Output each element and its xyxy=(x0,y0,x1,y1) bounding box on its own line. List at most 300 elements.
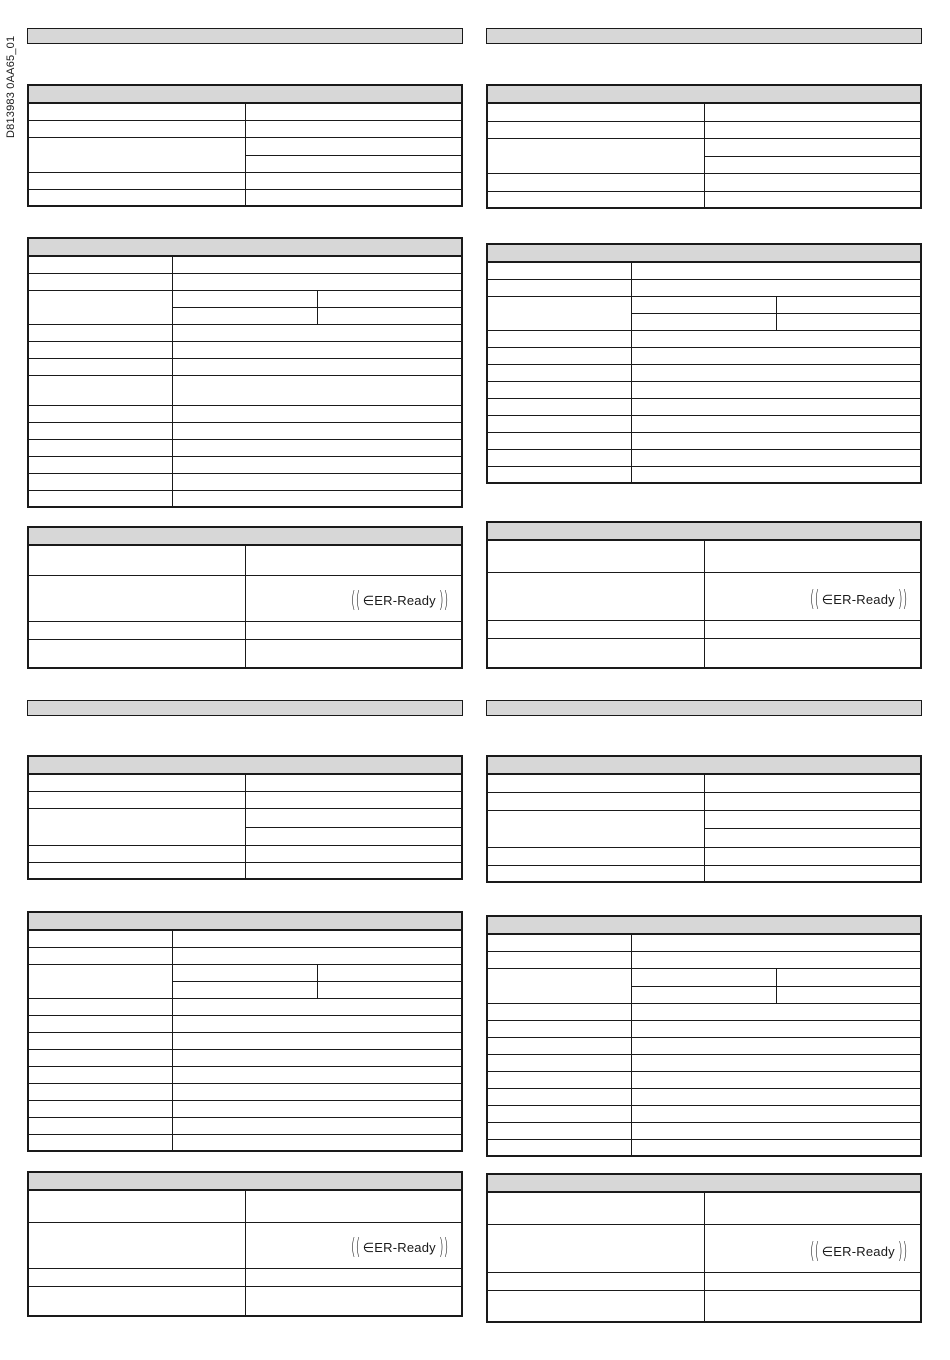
table-row xyxy=(487,774,921,792)
table-row xyxy=(28,358,462,375)
table-value-cell xyxy=(173,998,462,1015)
table-value-cell xyxy=(317,290,462,307)
table-value-cell xyxy=(632,1037,921,1054)
table-value-cell xyxy=(632,1105,921,1122)
table-row xyxy=(487,620,921,638)
table-row xyxy=(28,456,462,473)
table-row xyxy=(487,847,921,865)
table-value-cell xyxy=(632,1020,921,1037)
table-label-cell xyxy=(487,330,632,347)
table-value-cell xyxy=(632,330,921,347)
table-value-cell xyxy=(776,296,921,313)
table-value-cell xyxy=(632,381,921,398)
table-label-cell xyxy=(487,173,704,191)
table-value-cell xyxy=(632,415,921,432)
table-row xyxy=(487,364,921,381)
table-label-cell xyxy=(28,1222,245,1268)
table-row xyxy=(28,375,462,405)
table-row xyxy=(28,791,462,808)
table-value-cell xyxy=(245,103,462,120)
table-label-cell xyxy=(28,964,173,998)
table-value-cell xyxy=(704,865,921,882)
table-header-row xyxy=(487,522,921,540)
panel-title-bar-bottom-left xyxy=(27,700,463,716)
table-row xyxy=(487,398,921,415)
table-value-cell xyxy=(173,1032,462,1049)
table-value-cell xyxy=(632,398,921,415)
table-value-cell xyxy=(317,981,462,998)
table-row xyxy=(28,774,462,791)
table-value-cell xyxy=(704,156,921,173)
table-value-cell xyxy=(173,930,462,947)
table-label-cell xyxy=(487,1003,632,1020)
table-label-cell xyxy=(28,137,245,172)
table-value-cell xyxy=(173,375,462,405)
table-row xyxy=(28,256,462,273)
table-label-cell xyxy=(28,639,245,668)
table-label-cell xyxy=(487,121,704,138)
table-label-cell xyxy=(487,1088,632,1105)
general-data-table-top-left xyxy=(27,84,463,207)
table-label-cell xyxy=(487,774,704,792)
table-row xyxy=(487,449,921,466)
table-value-cell xyxy=(173,1049,462,1066)
table-row xyxy=(487,572,921,620)
technical-data-table-top-left xyxy=(27,237,463,508)
table-header-cell xyxy=(487,522,921,540)
table-value-cell xyxy=(173,456,462,473)
table-label-cell xyxy=(28,947,173,964)
table-row xyxy=(487,466,921,483)
table-header-row xyxy=(28,1172,462,1190)
table-row xyxy=(487,138,921,156)
table-label-cell xyxy=(28,172,245,189)
table-header-row xyxy=(28,238,462,256)
table-row xyxy=(28,1083,462,1100)
table-value-cell xyxy=(704,847,921,865)
table-row xyxy=(28,1117,462,1134)
table-row xyxy=(28,172,462,189)
table-value-cell xyxy=(317,964,462,981)
table-label-cell xyxy=(487,1071,632,1088)
table-label-cell xyxy=(487,1122,632,1139)
table-header-cell xyxy=(487,916,921,934)
table-value-cell xyxy=(173,964,318,981)
table-row xyxy=(28,1134,462,1151)
table-header-cell xyxy=(487,244,921,262)
table-value-cell xyxy=(632,986,777,1003)
table-value-cell xyxy=(632,1003,921,1020)
table-row xyxy=(28,473,462,490)
table-value-cell xyxy=(245,827,462,845)
table-label-cell xyxy=(487,138,704,173)
table-row xyxy=(28,998,462,1015)
table-row xyxy=(28,1222,462,1268)
table-value-cell xyxy=(245,189,462,206)
table-header-cell xyxy=(487,756,921,774)
table-row xyxy=(487,381,921,398)
table-value-cell xyxy=(245,639,462,668)
table-label-cell xyxy=(28,1032,173,1049)
table-value-cell xyxy=(704,1290,921,1322)
table-label-cell xyxy=(487,572,704,620)
table-value-cell xyxy=(173,290,318,307)
table-row xyxy=(28,964,462,981)
table-label-cell xyxy=(28,405,173,422)
table-row xyxy=(28,947,462,964)
table-row xyxy=(487,1071,921,1088)
table-value-cell xyxy=(632,313,777,330)
table-value-cell xyxy=(173,1083,462,1100)
table-value-cell xyxy=(173,307,318,324)
table-row xyxy=(28,490,462,507)
table-value-cell xyxy=(704,540,921,572)
table-header-row xyxy=(28,912,462,930)
table-row xyxy=(28,1100,462,1117)
panel-title-bar-bottom-right xyxy=(486,700,922,716)
table-label-cell xyxy=(28,189,245,206)
table-value-cell xyxy=(245,137,462,155)
panel-title-bar-top-right xyxy=(486,28,922,44)
table-header-row xyxy=(487,756,921,774)
table-header-cell xyxy=(28,527,462,545)
table-row xyxy=(28,273,462,290)
table-label-cell xyxy=(487,792,704,810)
table-label-cell xyxy=(487,1020,632,1037)
table-label-cell xyxy=(28,375,173,405)
table-label-cell xyxy=(487,968,632,1003)
table-label-cell xyxy=(487,934,632,951)
table-value-cell xyxy=(704,810,921,828)
table-header-cell xyxy=(487,85,921,103)
table-label-cell xyxy=(487,415,632,432)
table-row xyxy=(487,792,921,810)
table-header-row xyxy=(487,85,921,103)
table-value-cell xyxy=(173,341,462,358)
table-value-cell xyxy=(632,1071,921,1088)
table-label-cell xyxy=(28,1015,173,1032)
table-label-cell xyxy=(28,808,245,845)
table-label-cell xyxy=(28,791,245,808)
table-value-cell xyxy=(245,575,462,621)
table-value-cell xyxy=(704,138,921,156)
table-label-cell xyxy=(28,456,173,473)
table-row xyxy=(487,1139,921,1156)
table-value-cell xyxy=(632,1122,921,1139)
table-value-cell xyxy=(632,296,777,313)
table-label-cell xyxy=(28,490,173,507)
ce-ready-mark-arc: )) xyxy=(438,1234,449,1260)
table-value-cell xyxy=(173,1134,462,1151)
table-value-cell xyxy=(173,439,462,456)
table-row xyxy=(28,1032,462,1049)
table-row xyxy=(487,638,921,668)
table-value-cell xyxy=(245,1190,462,1222)
table-label-cell xyxy=(487,296,632,330)
table-value-cell xyxy=(173,273,462,290)
ce-ready-mark-text: ∈ER-Ready xyxy=(821,1243,895,1259)
table-value-cell xyxy=(173,473,462,490)
table-row xyxy=(28,422,462,439)
table-label-cell xyxy=(28,621,245,639)
table-header-cell xyxy=(28,238,462,256)
table-row xyxy=(28,621,462,639)
table-value-cell xyxy=(776,986,921,1003)
table-label-cell xyxy=(28,120,245,137)
table-row xyxy=(487,968,921,986)
table-row xyxy=(28,845,462,862)
table-row xyxy=(28,1286,462,1316)
table-row xyxy=(28,324,462,341)
table-header-row xyxy=(487,916,921,934)
table-row xyxy=(487,191,921,208)
ce-ready-mark-arc: (( xyxy=(809,586,819,612)
table-row xyxy=(28,1015,462,1032)
table-row xyxy=(487,103,921,121)
table-value-cell xyxy=(173,256,462,273)
table-label-cell xyxy=(28,575,245,621)
table-value-cell xyxy=(632,347,921,364)
table-row xyxy=(28,862,462,879)
table-value-cell xyxy=(245,621,462,639)
table-value-cell xyxy=(173,1015,462,1032)
table-row xyxy=(487,1192,921,1224)
table-row xyxy=(28,575,462,621)
table-label-cell xyxy=(28,439,173,456)
general-data-table-top-right xyxy=(486,84,922,209)
table-value-cell xyxy=(245,862,462,879)
table-value-cell xyxy=(704,121,921,138)
ce-ready-mark-text: ∈ER-Ready xyxy=(362,1239,436,1255)
table-value-cell xyxy=(704,638,921,668)
table-label-cell xyxy=(28,1049,173,1066)
table-row xyxy=(487,1224,921,1272)
ce-ready-mark xyxy=(806,1238,911,1266)
table-value-cell xyxy=(173,1117,462,1134)
ce-ready-mark-arc: )) xyxy=(897,586,908,612)
table-row xyxy=(487,262,921,279)
technical-data-table-bottom-right xyxy=(486,915,922,1157)
table-value-cell xyxy=(704,1192,921,1224)
table-header-cell xyxy=(28,912,462,930)
table-value-cell xyxy=(704,1224,921,1272)
table-value-cell xyxy=(704,620,921,638)
table-label-cell xyxy=(487,1105,632,1122)
table-label-cell xyxy=(28,774,245,791)
conformity-table-top-right xyxy=(486,521,922,669)
table-label-cell xyxy=(487,103,704,121)
table-value-cell xyxy=(704,774,921,792)
table-value-cell xyxy=(245,120,462,137)
table-label-cell xyxy=(487,847,704,865)
ce-ready-mark xyxy=(347,1234,452,1262)
table-row xyxy=(28,120,462,137)
table-row xyxy=(487,1272,921,1290)
table-label-cell xyxy=(487,1224,704,1272)
table-header-row xyxy=(28,85,462,103)
table-header-cell xyxy=(487,1174,921,1192)
table-row xyxy=(28,808,462,827)
table-label-cell xyxy=(28,341,173,358)
table-value-cell xyxy=(632,466,921,483)
table-label-cell xyxy=(487,279,632,296)
panel-title-bar-top-left xyxy=(27,28,463,44)
table-label-cell xyxy=(487,466,632,483)
table-label-cell xyxy=(28,1117,173,1134)
table-value-cell xyxy=(245,1222,462,1268)
ce-ready-mark xyxy=(347,587,452,615)
document-code: D813983 0AA65_01 xyxy=(5,35,17,138)
table-value-cell xyxy=(173,490,462,507)
table-row xyxy=(487,934,921,951)
table-label-cell xyxy=(28,930,173,947)
general-data-table-bottom-right xyxy=(486,755,922,883)
table-value-cell xyxy=(245,791,462,808)
table-value-cell xyxy=(173,1100,462,1117)
ce-ready-mark xyxy=(806,586,911,614)
table-row xyxy=(28,1268,462,1286)
table-label-cell xyxy=(28,422,173,439)
table-row xyxy=(487,1088,921,1105)
table-row xyxy=(28,341,462,358)
table-label-cell xyxy=(28,473,173,490)
table-label-cell xyxy=(487,449,632,466)
table-label-cell xyxy=(487,540,704,572)
table-label-cell xyxy=(28,1134,173,1151)
ce-ready-mark-arc: (( xyxy=(350,1234,360,1260)
technical-data-table-top-right xyxy=(486,243,922,484)
ce-ready-mark-arc: )) xyxy=(897,1238,908,1264)
table-label-cell xyxy=(28,845,245,862)
table-label-cell xyxy=(28,1286,245,1316)
table-row xyxy=(487,1290,921,1322)
table-label-cell xyxy=(487,1290,704,1322)
table-row xyxy=(28,1049,462,1066)
table-label-cell xyxy=(28,103,245,120)
table-label-cell xyxy=(28,324,173,341)
table-value-cell xyxy=(632,1054,921,1071)
conformity-table-top-left xyxy=(27,526,463,669)
table-label-cell xyxy=(28,998,173,1015)
table-header-row xyxy=(487,244,921,262)
table-header-cell xyxy=(28,1172,462,1190)
table-row xyxy=(28,930,462,947)
table-label-cell xyxy=(487,398,632,415)
table-row xyxy=(28,103,462,120)
ce-ready-mark-arc: )) xyxy=(438,587,449,613)
table-value-cell xyxy=(632,1088,921,1105)
table-label-cell xyxy=(28,358,173,375)
table-row xyxy=(28,189,462,206)
table-value-cell xyxy=(173,405,462,422)
table-row xyxy=(487,810,921,828)
table-label-cell xyxy=(28,1268,245,1286)
table-value-cell xyxy=(704,191,921,208)
table-label-cell xyxy=(487,1054,632,1071)
table-row xyxy=(28,1190,462,1222)
table-label-cell xyxy=(28,290,173,324)
table-row xyxy=(487,347,921,364)
table-row xyxy=(487,865,921,882)
table-row xyxy=(487,1054,921,1071)
table-label-cell xyxy=(487,1139,632,1156)
table-value-cell xyxy=(632,262,921,279)
table-row xyxy=(487,432,921,449)
table-label-cell xyxy=(28,256,173,273)
table-label-cell xyxy=(487,381,632,398)
table-value-cell xyxy=(173,324,462,341)
table-label-cell xyxy=(28,1083,173,1100)
table-value-cell xyxy=(704,572,921,620)
table-label-cell xyxy=(28,1100,173,1117)
table-label-cell xyxy=(28,1190,245,1222)
table-row xyxy=(28,290,462,307)
table-row xyxy=(28,545,462,575)
table-header-row xyxy=(28,756,462,774)
table-value-cell xyxy=(245,545,462,575)
table-row xyxy=(28,137,462,155)
table-label-cell xyxy=(487,638,704,668)
table-label-cell xyxy=(487,865,704,882)
ce-ready-mark-text: ∈ER-Ready xyxy=(362,592,436,608)
table-label-cell xyxy=(487,620,704,638)
table-value-cell xyxy=(632,432,921,449)
table-row xyxy=(487,1003,921,1020)
table-row xyxy=(28,405,462,422)
table-value-cell xyxy=(704,828,921,847)
table-value-cell xyxy=(704,173,921,191)
table-label-cell xyxy=(28,862,245,879)
ce-ready-mark-arc: (( xyxy=(809,1238,819,1264)
table-value-cell xyxy=(632,279,921,296)
table-value-cell xyxy=(173,947,462,964)
table-row xyxy=(28,639,462,668)
table-value-cell xyxy=(245,845,462,862)
table-value-cell xyxy=(317,307,462,324)
ce-ready-mark-arc: (( xyxy=(350,587,360,613)
table-label-cell xyxy=(487,1192,704,1224)
table-label-cell xyxy=(487,810,704,847)
table-row xyxy=(487,540,921,572)
table-value-cell xyxy=(704,792,921,810)
table-header-cell xyxy=(28,85,462,103)
table-row xyxy=(487,330,921,347)
table-value-cell xyxy=(173,981,318,998)
conformity-table-bottom-left xyxy=(27,1171,463,1317)
table-row xyxy=(487,415,921,432)
table-row xyxy=(487,1122,921,1139)
table-value-cell xyxy=(704,103,921,121)
table-value-cell xyxy=(173,358,462,375)
table-row xyxy=(487,1020,921,1037)
table-label-cell xyxy=(487,262,632,279)
table-value-cell xyxy=(632,968,777,986)
technical-data-table-bottom-left xyxy=(27,911,463,1152)
table-label-cell xyxy=(487,951,632,968)
table-value-cell xyxy=(632,1139,921,1156)
table-value-cell xyxy=(632,449,921,466)
table-row xyxy=(487,951,921,968)
table-row xyxy=(28,1066,462,1083)
table-row xyxy=(487,121,921,138)
table-value-cell xyxy=(245,155,462,172)
table-value-cell xyxy=(245,774,462,791)
table-label-cell xyxy=(487,364,632,381)
general-data-table-bottom-left xyxy=(27,755,463,880)
table-label-cell xyxy=(28,273,173,290)
table-label-cell xyxy=(487,347,632,364)
table-label-cell xyxy=(487,1272,704,1290)
